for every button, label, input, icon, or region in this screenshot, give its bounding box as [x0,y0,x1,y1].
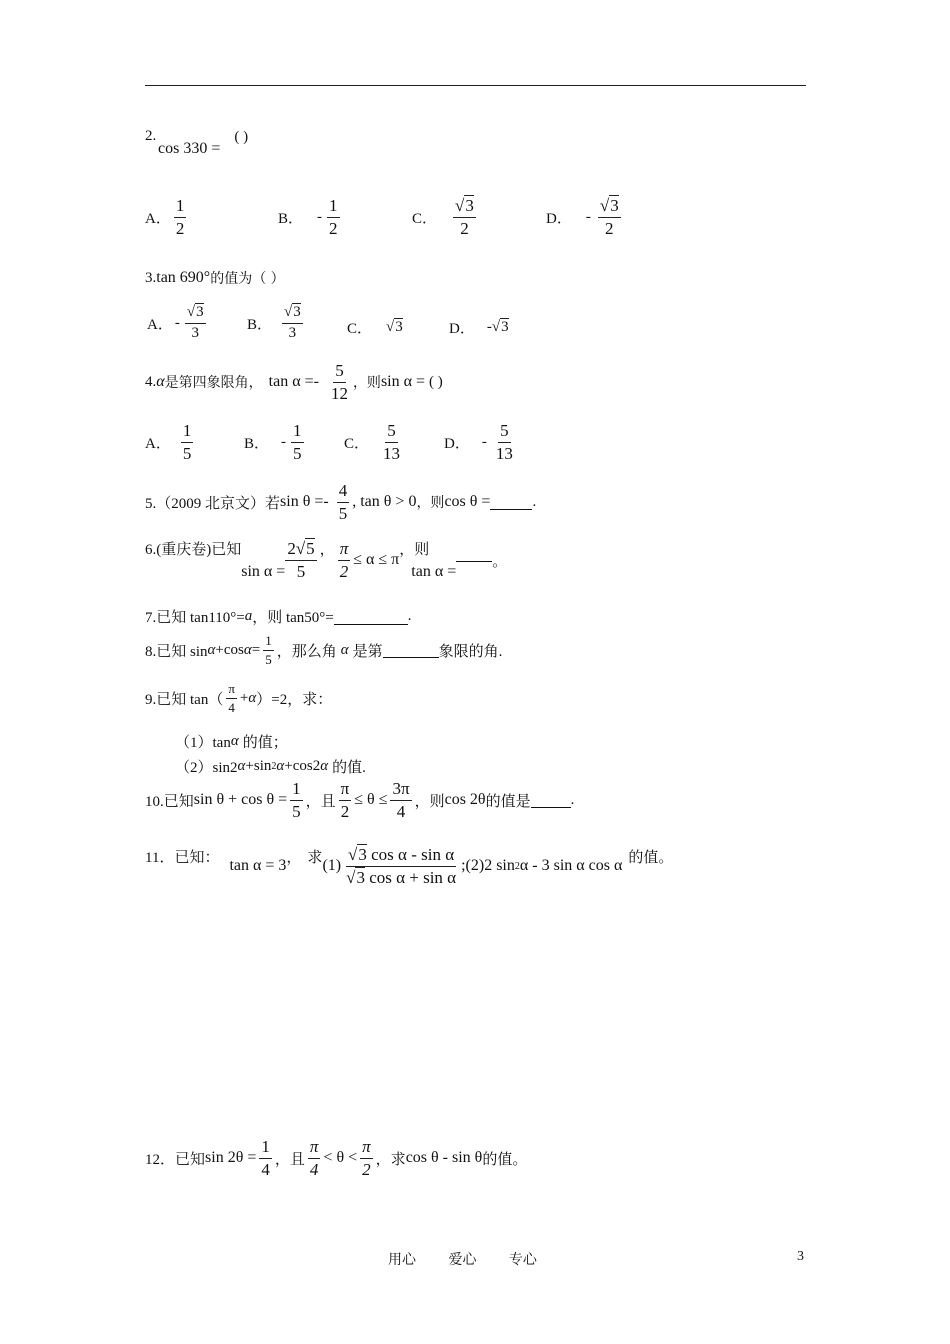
q4-option-b: B． - $\frac{1}{5}$ [244,421,302,463]
q3-option-d: D． - √3 [449,319,509,337]
question-12: 12．已知 sin 2θ = $\frac{1}{4}$ ，且 $\frac{\pi}{4}$ < θ < $\frac{\pi}{2}$ ，求 cos θ - sin θ 的值。 [145,1137,528,1179]
question-3: 3. tan 690° 的值为（ ） [145,269,285,287]
footer [388,1249,565,1269]
q2-option-c: C． $\frac{√3}{2}$ [412,196,474,238]
question-10: 10.已知 sin θ + cos θ = $\frac{1}{5}$ ，且 $\frac{\pi}{2}$ ≤ θ ≤ $\frac{3\pi}{4}$ ，则 cos 2θ 的值是 . [145,779,575,821]
question-11: 11．已知： tan α = 3 ， 求 (1) $\frac{\text{√3 cos α - sin α}}{\text{√3 cos α + sin α}}$ ; (2) 2 sin 2 α - 3 sin α cos α 的值。 [145,845,674,887]
q8-answer-blank[interactable] [383,642,439,658]
q6-answer-blank[interactable] [456,546,492,562]
header-rule [145,85,806,86]
q2-option-b: B． - $\frac{1}{2}$ [278,196,338,238]
footer-item: 用心 [388,1252,416,1268]
q4-option-c: C． $\frac{5}{13}$ [344,421,401,463]
q3-option-a: A． - $\frac{√3}{3}$ [147,304,204,341]
question-9-part-2: （2）sin2 α +sin 2 α +cos2 α 的值. [175,758,366,776]
q3-option-c: C． √3 [347,319,403,337]
page-number: 3 [797,1249,804,1264]
question-4: 4. α 是第四象限角， tan α =- $\frac{5}{12}$ ，则 sin α = ( ) [145,361,443,403]
q2-option-a: A． $\frac{1}{2}$ [145,196,185,238]
question-5: 5.（2009 北京文）若 sin θ =- $\frac{4}{5}$ , tan θ > 0 ，则 cos θ = . [145,481,537,523]
footer-item: 爱心 [448,1252,477,1268]
q5-answer-blank[interactable] [490,494,532,510]
footer-item: 专心 [508,1252,537,1268]
question-2-expression: cos 330 = ( ) [158,128,249,157]
q10-answer-blank[interactable] [531,792,571,808]
question-7: 7.已知 tan110°= a ，则 tan50°= . [145,608,412,626]
question-9: 9.已知 tan（ $\frac{\pi}{4}$ + α ）=2，求： [145,681,333,715]
q4-option-d: D． - $\frac{5}{13}$ [444,421,513,463]
question-9-part-1: （1）tan α 的值； [175,733,288,751]
q4-option-a: A． $\frac{1}{5}$ [145,421,192,463]
question-2: 2. [145,128,157,144]
q3-option-b: B． $\frac{√3}{3}$ [247,304,301,341]
question-6: 6.(重庆卷)已知 sin α = $\frac{2√5}{5}$ ， $\frac{\pi}{2}$ ≤ α ≤ π ，则 tan α = 。 [145,539,508,581]
question-8: 8.已知 sin α +cos α = $\frac{1}{5}$ ，那么角 α 是第 象限的角. [145,633,503,667]
q2-option-d: D． - $\frac{√3}{2}$ [546,196,619,238]
q7-answer-blank[interactable] [334,609,408,625]
